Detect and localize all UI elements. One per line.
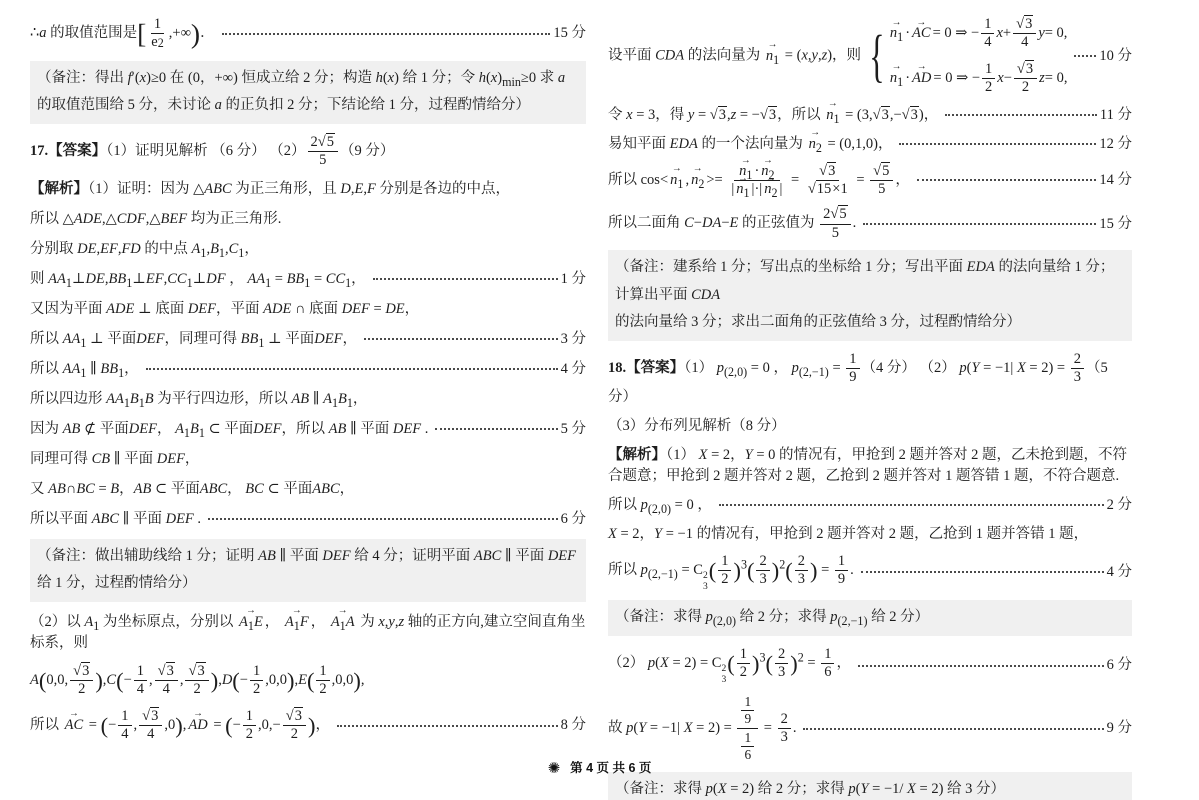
line-text: （2） p(X = 2) = C 2 3 ( $\frac{1}{2}$ )$^3$( $\frac{2}{3}$ )$^2$ = $\frac{1}{6}$ ， — [608, 645, 851, 685]
line-text: 所以 $p_{(2,0)} = 0$ ， — [608, 496, 712, 516]
doc-line: （2）以 $A_1$ 为坐标原点，分别以 $A_1E$ → ， $A_1F$ → ， $A_1A$ → 为 x,y,z 轴的正方向,建立空间直角坐标系，则 — [30, 612, 586, 654]
doc-line — [30, 509, 586, 530]
dotted-leader — [917, 179, 1096, 181]
doc-line — [30, 359, 586, 380]
doc-line: 【解析】（1）证明：因为 △ABC 为正三角形，且 D,E,F 分别是各边的中点， — [30, 180, 510, 197]
dotted-leader — [803, 728, 1103, 730]
score-label: 8 分 — [560, 717, 586, 734]
school-logo-icon: ✺ — [547, 760, 561, 778]
line-text: 所以平面 ABC ∥ 平面 DEF . — [30, 510, 202, 527]
score-label: 9 分 — [1106, 720, 1132, 737]
doc-line — [30, 708, 586, 744]
line-text: 设平面 CDA 的法向量为 $n_1$ → = (x,y,z)，则 { $n_1$ → · AC → = 0 ⇒ − 1 4 x + √3 4 y = 0, $n_1$ → · AD → = 0 ⇒ − 1 2 x − √3 2 z = 0, — [608, 16, 1067, 97]
doc-line — [608, 134, 1132, 155]
dotted-leader — [222, 33, 551, 35]
grading-note: （备注：求得 p(X = 2) 给 2 分；求得 p(Y = −1/ X = 2) 给 3 分） — [608, 772, 1132, 800]
score-label: 4 分 — [1106, 563, 1132, 580]
doc-line: 分别取 DE,EF,FD 的中点 $A_1,B_1,C_1$， — [30, 240, 259, 260]
dotted-leader — [146, 368, 558, 370]
doc-line — [608, 495, 1132, 516]
dotted-leader — [373, 278, 558, 280]
line-text: 故 p(Y = −1| X = 2) = 1 9 1 6 = $\frac{2}{3}$ . — [608, 694, 797, 763]
doc-line: 17.【答案】（1）证明见解析 （6 分） （2） 2 √5 5 （9 分） — [30, 133, 395, 169]
grading-note: （备注：求得 $p_{(2,0)}$ 给 2 分；求得 $p_{(2,-1)}$ 给 2 分） — [608, 600, 1132, 636]
score-label: 11 分 — [1099, 106, 1132, 123]
line-text: ∴a 的取值范围是[ 1 e 2 ,+∞)． — [30, 16, 215, 51]
line-text: 因为 AB ⊄ 平面DEF， $A_1B_1$ ⊂ 平面DEF，所以 AB ∥ 平面 DEF . — [30, 420, 429, 440]
page-footer — [0, 758, 1199, 780]
doc-line — [608, 105, 1132, 126]
doc-line: X = 2，Y = −1 的情况有，甲抢到 2 题并答对 2 题，乙抢到 1 题并答错 1 题， — [608, 525, 1089, 542]
line-text: 则 $AA_1\perp DE,BB_1\perp EF,CC_1\perp DF$ ， $AA_1 = BB_1 = CC_1$， — [30, 270, 366, 290]
score-label: 15 分 — [1099, 215, 1132, 232]
line-text: 所以 $AA_1$ ⊥ 平面DEF，同理可得 $BB_1$ ⊥ 平面DEF， — [30, 330, 357, 350]
doc-line: 又 AB∩BC = B，AB ⊂ 平面ABC， BC ⊂ 平面ABC， — [30, 480, 355, 497]
dotted-leader — [719, 504, 1104, 506]
grading-note: （备注：建系给 1 分；写出点的坐标给 1 分；写出平面 EDA 的法向量给 1 分；计算出平面 CDA 的法向量给 3 分；求出二面角的正弦值给 3 分，过程酌情给分） — [608, 250, 1132, 341]
score-label: 12 分 — [1099, 135, 1132, 152]
line-text: 所以 AC → = (− $\frac{1}{4}$ , $\frac{√3}{4}$ ,0), AD → = (− $\frac{1}{2}$ ,0,− $\frac{√3}{2}$ )， — [30, 708, 330, 744]
doc-line — [608, 163, 1132, 199]
score-label: 10 分 — [1099, 47, 1132, 64]
score-label: 15 分 — [553, 25, 586, 42]
dotted-leader — [364, 338, 558, 340]
dotted-leader — [337, 725, 558, 727]
right-column — [608, 16, 1132, 800]
dotted-leader — [945, 114, 1097, 116]
doc-line — [608, 206, 1132, 242]
doc-line — [608, 693, 1132, 764]
doc-line: （3）分布列见解析（8 分） — [608, 417, 786, 434]
line-text: 所以 $p_{(2,-1)} = C$ 2 3 ( $\frac{1}{2}$ )$^3$( $\frac{2}{3}$ )$^2$( $\frac{2}{3}$ ) = $\frac{1}{9}$ . — [608, 552, 854, 592]
score-label: 6 分 — [560, 510, 586, 527]
doc-line — [30, 269, 586, 290]
doc-line: 又因为平面 ADE ⊥ 底面 DEF，平面 ADE ∩ 底面 DEF = DE， — [30, 300, 420, 317]
doc-line — [30, 16, 586, 52]
line-text: 所以 $AA_1$ ∥ $BB_1$， — [30, 360, 139, 380]
dotted-leader — [208, 518, 558, 520]
doc-line — [30, 419, 586, 440]
score-label: 2 分 — [1106, 496, 1132, 513]
score-label: 5 分 — [560, 420, 586, 437]
dotted-leader — [858, 665, 1104, 667]
dotted-leader — [863, 223, 1096, 225]
score-label: 6 分 — [1106, 657, 1132, 674]
doc-line — [608, 16, 1132, 97]
dotted-leader — [861, 571, 1104, 573]
score-label: 4 分 — [560, 360, 586, 377]
doc-line — [608, 553, 1132, 593]
score-label: 1 分 — [560, 270, 586, 287]
score-label: 3 分 — [560, 330, 586, 347]
doc-line: 所以 △ADE,△CDF,△BEF 均为正三角形. — [30, 210, 282, 227]
line-text: 易知平面 EDA 的一个法向量为 $n_2$ → = (0,1,0)， — [608, 134, 892, 155]
left-column — [30, 16, 586, 753]
doc-line — [608, 646, 1132, 686]
line-text: 令 x = 3，得 y = √3,z = −√3，所以 $n_1$ → = (3,√3,−√3)， — [608, 105, 938, 126]
dotted-leader — [899, 143, 1096, 145]
doc-line: 同理可得 CB ∥ 平面 DEF， — [30, 450, 200, 467]
doc-line: A(0,0, $\frac{√3}{2}$ ),C(− $\frac{1}{4}$ , $\frac{√3}{4}$ , $\frac{√3}{2}$ ),D(− $\frac{1}{2}$ ,0,0),E( $\frac{1}{2}$ ,0,0), — [30, 662, 365, 698]
doc-line — [30, 329, 586, 350]
grading-note: （备注：得出 f′(x)≥0 在 (0，+∞) 恒成立给 2 分；构造 h(x) 给 1 分；令 $h(x)_{min}\ge 0$ 求 a 的取值范围给 5 分，未讨论 a 的正负扣 2 分；下结论给 1 分，过程酌情给分） — [30, 61, 586, 124]
doc-line: 【解析】（1） X = 2，Y = 0 的情况有，甲抢到 2 题并答对 2 题，乙未抢到题，不符合题意；甲抢到 2 题并答对 2 题，乙抢到 2 题并答对 1 题答错 1 题，不符合题意. — [608, 446, 1128, 484]
line-text: 所以二面角 C−DA−E 的正弦值为 2 √5 5 . — [608, 206, 857, 241]
score-label: 14 分 — [1099, 171, 1132, 188]
grading-note: （备注：做出辅助线给 1 分；证明 AB ∥ 平面 DEF 给 4 分；证明平面 ABC ∥ 平面 DEF 给 1 分，过程酌情给分） — [30, 539, 586, 602]
line-text: 所以 $\cos< n_1$ → , $n_2$ → >= $n_1$ → · $n_2$ → | $n_1$ → |·| $n_2$ → | = √3 √15 ×1 = $\frac{√5}{5}$ ， — [608, 163, 910, 199]
dotted-leader — [1074, 55, 1096, 57]
dotted-leader — [435, 428, 557, 430]
doc-line: 18.【答案】（1） $p_{(2,0)} = 0$ ， $p_{(2,-1)}$ = $\frac{1}{9}$ （4 分） （2） p(Y = −1| X = 2) = $\frac{2}{3}$ （5 分） — [608, 350, 1108, 405]
page-number-label: 第 4 页 共 6 页 — [570, 761, 652, 776]
doc-line: 所以四边形 $AA_1B_1B$ 为平行四边形，所以 AB ∥ $A_1B_1$， — [30, 390, 368, 410]
